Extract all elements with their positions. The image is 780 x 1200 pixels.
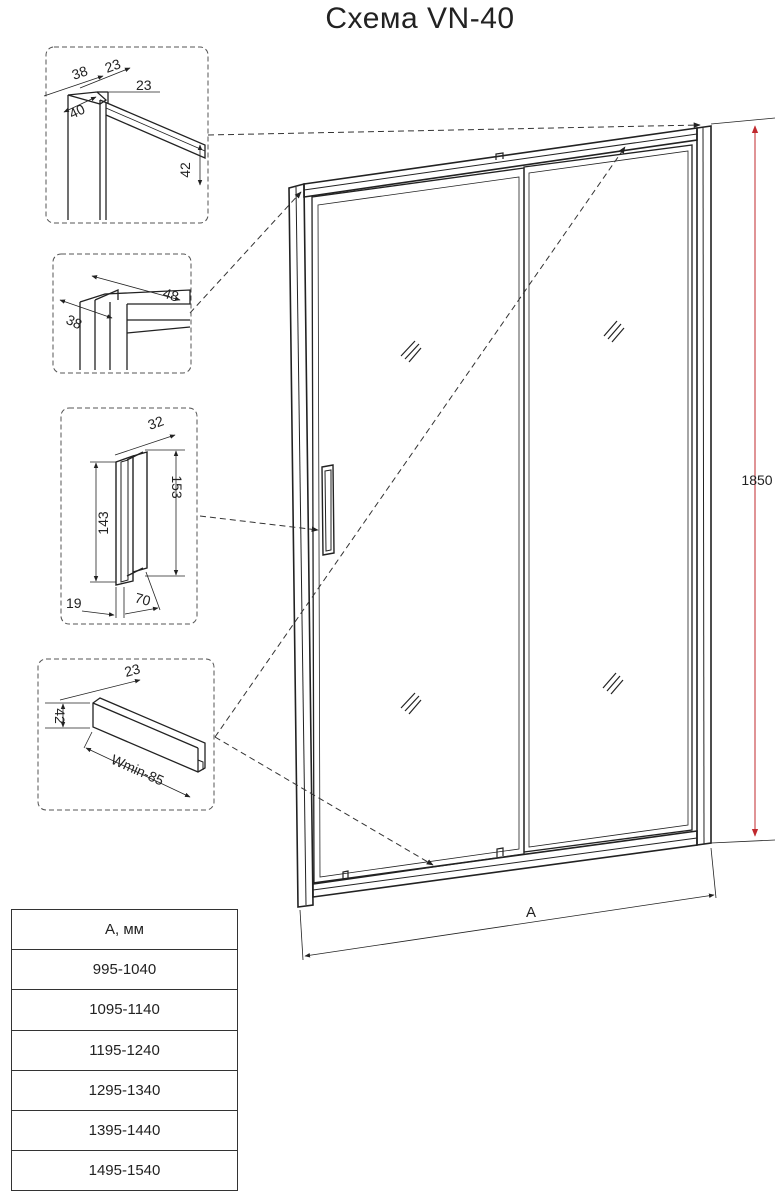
detail-handle <box>61 408 197 624</box>
dim-48: 48 <box>161 284 181 305</box>
table-header: A, мм <box>12 910 238 950</box>
table-row: 1395-1440 <box>12 1110 238 1150</box>
dim-wmin: Wmin-85 <box>108 751 167 789</box>
dim-153: 153 <box>169 475 185 499</box>
detail-post-top <box>53 254 191 373</box>
dim-32: 32 <box>145 412 166 433</box>
table-row: 1295-1340 <box>12 1070 238 1110</box>
dim-38-top: 38 <box>69 62 90 83</box>
table-row: 1495-1540 <box>12 1151 238 1191</box>
width-label: A <box>525 904 537 921</box>
table-row: 1195-1240 <box>12 1030 238 1070</box>
dim-23-rail: 23 <box>136 77 152 93</box>
height-label: 1850 <box>741 472 773 488</box>
dim-143: 143 <box>95 511 111 535</box>
glass-hatching <box>401 321 624 714</box>
detail-top-rail-corner <box>44 47 208 223</box>
size-table <box>11 909 238 1191</box>
leader-lines <box>190 125 700 865</box>
dim-70: 70 <box>133 589 153 609</box>
dim-23-bottom: 23 <box>122 660 142 680</box>
dim-23-top: 23 <box>102 55 123 76</box>
dim-40: 40 <box>66 100 88 122</box>
table-row: 995-1040 <box>12 950 238 990</box>
dim-42-rail: 42 <box>177 162 193 178</box>
detail-bottom-profile <box>38 659 214 810</box>
width-dimension <box>300 848 716 960</box>
dim-42-bottom: 42 <box>52 708 68 724</box>
dim-38-post: 38 <box>63 311 85 333</box>
diagram-title: Схема VN-40 <box>325 2 515 35</box>
table-row: 1095-1140 <box>12 990 238 1030</box>
dim-19: 19 <box>66 595 82 611</box>
door-frame <box>289 126 711 907</box>
